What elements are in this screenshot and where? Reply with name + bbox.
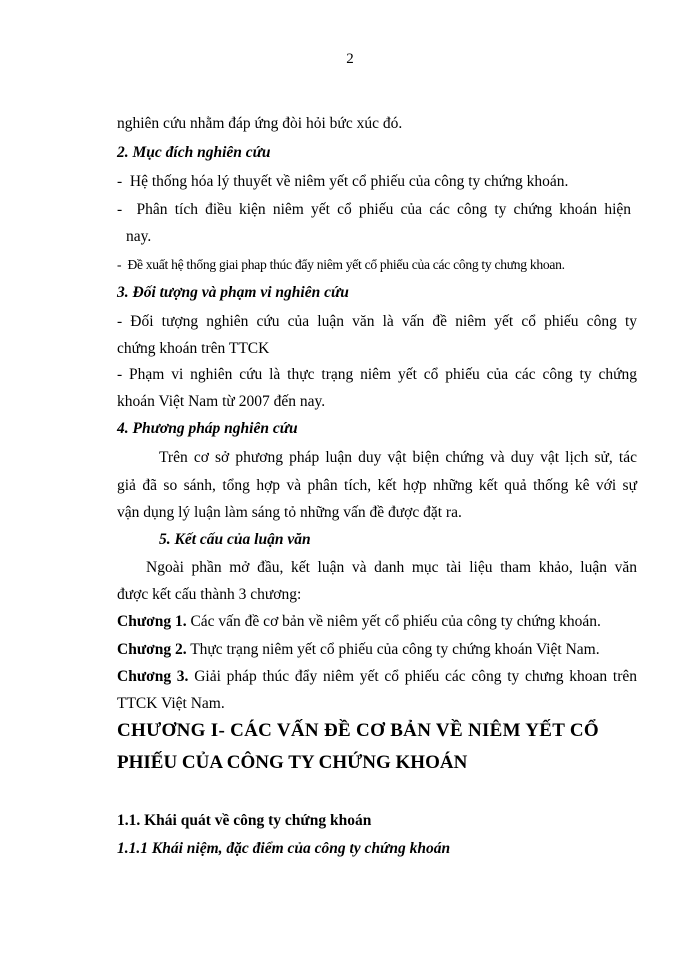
text-line: giả đã so sánh, tổng hợp và phân tích, kết hợp những kết quả thống kê với sự <box>117 477 637 494</box>
bullet-text: Phân tích điều kiện niêm yết cổ phiếu của các công ty chứng khoán hiện <box>136 201 632 218</box>
bullet-item <box>117 255 637 275</box>
text-line: vận dụng lý luận làm sáng tỏ những vấn đề được đặt ra. <box>117 504 462 521</box>
chapter-text: Các vấn đề cơ bản về niêm yết cổ phiếu của công ty chứng khoán. <box>190 613 601 630</box>
chapter-text: Thực trạng niêm yết cổ phiếu của công ty chứng khoán Việt Nam. <box>190 641 600 658</box>
text-line: Ngoài phần mở đầu, kết luận và danh mục tài liệu tham khảo, luận văn <box>146 559 637 576</box>
chapter-text: Giải pháp thúc đẩy niêm yết cổ phiếu các công ty chưng khoan trên <box>194 668 637 685</box>
text-line: nay. <box>126 228 152 245</box>
section-heading-4: 4. Phương pháp nghiên cứu <box>117 420 298 437</box>
chapter-list-item <box>117 640 637 660</box>
bullet-text: Hệ thống hóa lý thuyết về niêm yết cổ phiếu của công ty chứng khoán. <box>129 173 569 190</box>
subsubsection-heading: 1.1.1 Khái niệm, đặc điểm của công ty chứng khoán <box>117 840 451 857</box>
chapter-list-item <box>117 612 637 632</box>
bullet-mark: - <box>117 201 123 218</box>
text-line: Trên cơ sở phương pháp luận duy vật biện chứng và duy vật lịch sử, tác <box>159 449 637 466</box>
text-line: - Đối tượng nghiên cứu của luận văn là vấn đề niêm yết cổ phiếu công ty <box>117 313 637 330</box>
chapter-list-item <box>117 667 637 687</box>
text-line: nghiên cứu nhằm đáp ứng đòi hỏi bức xúc đó. <box>117 115 403 132</box>
text-line: khoán Việt Nam từ 2007 đến nay. <box>117 393 326 410</box>
text-line: chứng khoán trên TTCK <box>117 340 270 357</box>
bullet-mark: - <box>117 257 122 272</box>
page-number: 2 <box>346 51 354 67</box>
bullet-text: Đề xuất hệ thống giai phap thúc đẩy niêm yết cổ phiếu của các công ty chưng khoan. <box>127 257 565 272</box>
chapter-label: Chương 3. <box>117 668 189 685</box>
chapter-title-line: PHIẾU CỦA CÔNG TY CHỨNG KHOÁN <box>117 752 468 773</box>
section-heading-3: 3. Đối tượng và phạm vi nghiên cứu <box>117 284 349 301</box>
text-line: - Phạm vi nghiên cứu là thực trạng niêm yết cổ phiếu của các công ty chứng <box>117 366 637 383</box>
subsection-heading: 1.1. Khái quát về công ty chứng khoán <box>117 812 372 829</box>
text-line: TTCK Việt Nam. <box>117 695 225 712</box>
bullet-item <box>117 172 637 192</box>
bullet-item <box>117 200 631 220</box>
chapter-label: Chương 2. <box>117 641 187 658</box>
text-line: được kết cấu thành 3 chương: <box>117 586 302 603</box>
section-heading-5: 5. Kết cấu của luận văn <box>159 531 311 548</box>
bullet-mark: - <box>117 173 123 190</box>
chapter-title-line: CHƯƠNG I- CÁC VẤN ĐỀ CƠ BẢN VỀ NIÊM YẾT CỔ <box>117 720 600 741</box>
section-heading-2: 2. Mục đích nghiên cứu <box>117 144 271 161</box>
chapter-label: Chương 1. <box>117 613 187 630</box>
